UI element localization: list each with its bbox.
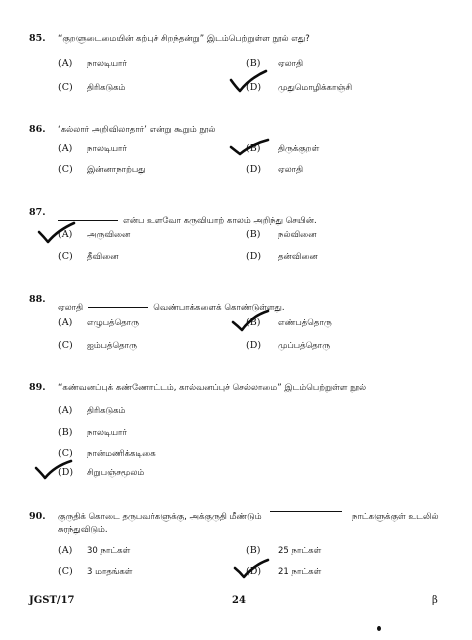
question-text: ஏலாதி வெண்பாக்களைக் கொண்டுள்ளது. (58, 303, 285, 313)
option-label: (D) (246, 251, 262, 262)
option-label: (A) (58, 58, 73, 69)
option-label: (C) (58, 164, 73, 175)
question-text: ‘கல்லார் அறிவிலாதார்’ என்று கூறும் நூல் (58, 125, 216, 135)
option-text: ஐம்பத்தொரு (87, 341, 137, 351)
tick-mark-icon (228, 68, 270, 96)
option-text: நாலடியார் (87, 144, 127, 154)
exam-code: JGST/17 (29, 595, 75, 606)
option-text: நாலடியார் (87, 428, 127, 438)
option-label: (A) (58, 143, 73, 154)
option-text: எழுபத்தொரு (87, 318, 140, 328)
option-label: (A) (58, 229, 73, 240)
question-text: “குறளுடைமையின் கற்புச் சிறந்தன்று” இடம்பெற்றுள்ள நூல் எது? (58, 34, 310, 44)
option-label: (C) (58, 251, 73, 262)
option-text: எண்பத்தொரு (278, 318, 332, 328)
tick-mark-icon (232, 557, 272, 581)
option-text: சிறுபஞ்சமூலம் (87, 468, 145, 478)
option-label: (D) (58, 467, 74, 478)
option-text: நாலடியார் (87, 59, 127, 69)
question-number: 87. (29, 207, 46, 218)
option-text: தன்வினை (278, 252, 318, 262)
option-label: (A) (58, 317, 73, 328)
option-label: (D) (246, 566, 262, 577)
series-code: β (432, 595, 438, 606)
option-label: (C) (58, 448, 73, 459)
question-number: 90. (29, 511, 46, 522)
option-label: (A) (58, 405, 73, 416)
option-text: தீவினை (87, 252, 119, 262)
option-label: (B) (246, 545, 261, 556)
option-label: (B) (246, 58, 261, 69)
option-text: 21 நாட்கள் (278, 567, 322, 577)
option-text: முதுமொழிக்காஞ்சி (278, 83, 353, 93)
option-text: இன்னாநாற்பது (87, 165, 146, 175)
option-label: (B) (246, 317, 261, 328)
question-text: “கண்வனப்புக் கண்ணோட்டம், கால்வனப்புச் செல்லாமை” இடம்பெற்றுள்ள நூல் (58, 383, 367, 393)
question-text: என்ப உளவோ கருவியாற் காலம் அறிந்து செயின். (58, 208, 317, 227)
option-text: 30 நாட்கள் (87, 546, 131, 556)
tick-mark-icon (36, 220, 78, 246)
tick-mark-icon (33, 457, 75, 483)
option-label: (D) (246, 164, 262, 175)
option-label: (B) (58, 427, 73, 438)
option-label: (C) (58, 340, 73, 351)
option-text: முப்பத்தொரு (278, 341, 331, 351)
question-number: 86. (29, 124, 46, 135)
option-text: நல்வினை (278, 230, 317, 240)
question-number: 88. (29, 294, 46, 305)
question-text-continued: சுரந்துவிடும். (58, 525, 108, 535)
question-text-end: நாட்களுக்குள் உடலில் (352, 512, 439, 522)
question-text: குருதிக் கொடை தருபவர்களுக்கு, அக்குருதி மீண்டும் (58, 512, 262, 522)
option-text: ஏலாதி (278, 165, 304, 175)
option-label: (C) (58, 566, 73, 577)
option-text: ஏலாதி (278, 59, 304, 69)
option-label: (B) (246, 229, 261, 240)
option-label: (A) (58, 545, 73, 556)
option-label: (D) (246, 340, 262, 351)
option-text: நான்மணிக்கடிகை (87, 449, 156, 459)
question-number: 85. (29, 33, 46, 44)
page-number: 24 (232, 595, 246, 606)
option-label: (D) (246, 82, 262, 93)
tick-mark-icon (228, 136, 272, 158)
option-text: 25 நாட்கள் (278, 546, 322, 556)
question-number: 89. (29, 382, 46, 393)
option-label: (B) (246, 143, 261, 154)
option-text: திரிகடுகம் (87, 406, 126, 416)
answer-blank (270, 511, 342, 512)
ink-dot (377, 626, 381, 631)
option-text: அருவினை (87, 230, 131, 240)
answer-blank (88, 307, 148, 308)
tick-mark-icon (230, 308, 272, 334)
option-text: 3 மாதங்கள் (87, 567, 133, 577)
option-text: திருக்குறள் (278, 144, 320, 154)
option-text: திரிகடுகம் (87, 83, 126, 93)
option-label: (C) (58, 82, 73, 93)
